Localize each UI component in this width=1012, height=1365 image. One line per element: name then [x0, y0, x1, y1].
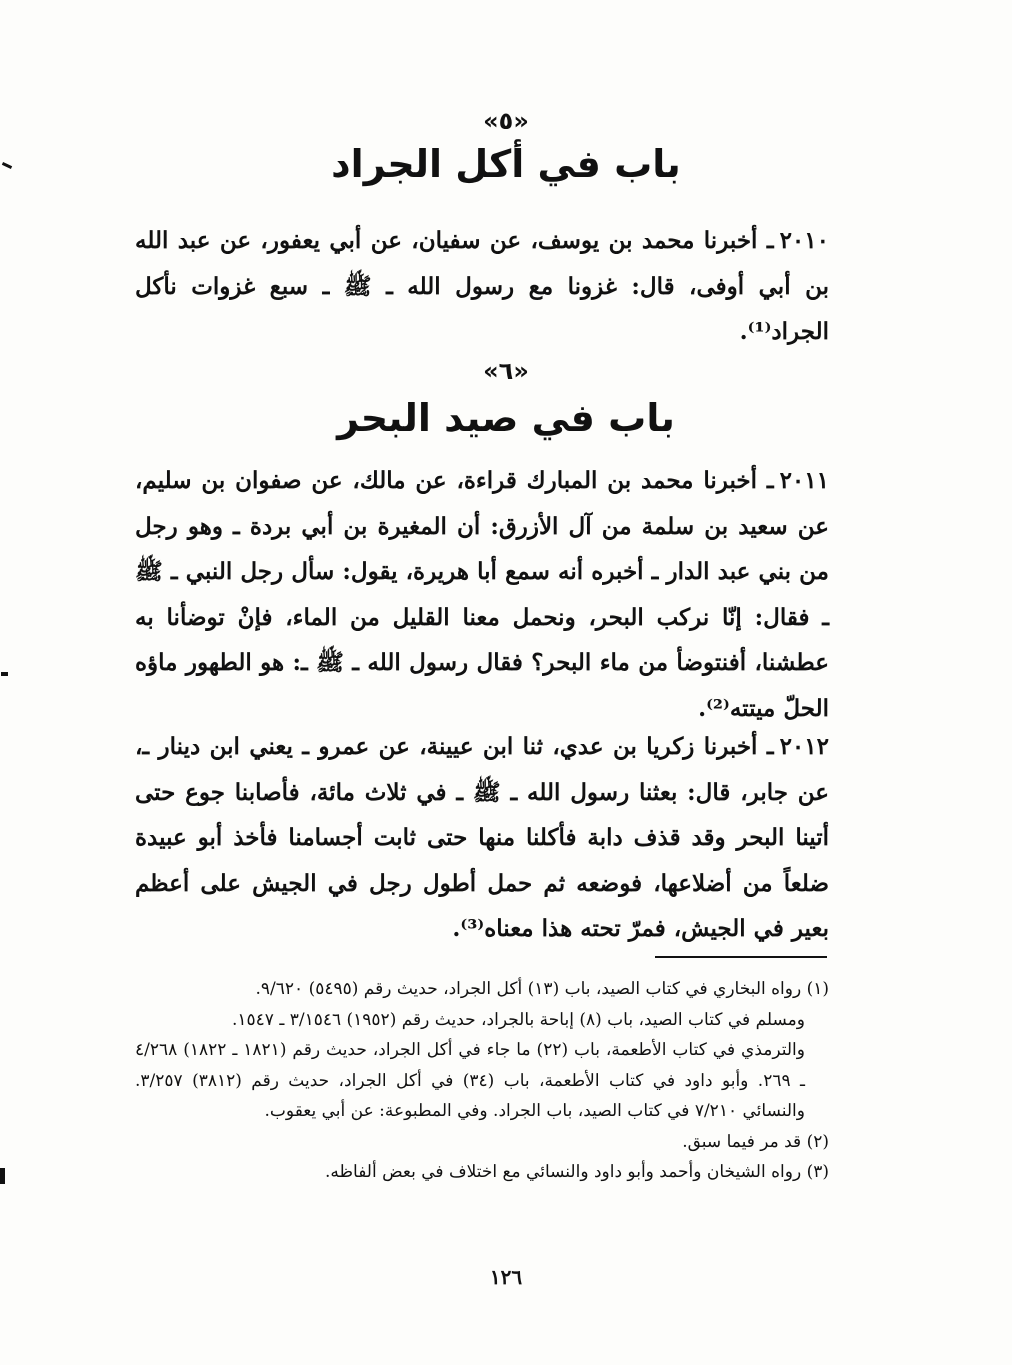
hadith-number: ٢٠١٢	[779, 733, 829, 760]
footnote-text: رواه الشيخان وأحمد وأبو داود والنسائي مع اختلاف في بعض ألفاظه.	[324, 1162, 802, 1182]
hadith-block	[135, 724, 829, 952]
section-number: «٥»	[483, 107, 529, 135]
hadith-number: ٢٠١٠	[779, 227, 829, 254]
section-title: باب في صيد البحر	[337, 396, 675, 440]
hadith-number: ٢٠١١	[779, 467, 829, 494]
hadith-paragraph	[135, 458, 829, 731]
page-number: ١٢٦	[489, 1265, 523, 1289]
scan-speck	[1, 672, 8, 676]
footnote-1-continued: والترمذي في كتاب الأطعمة، باب (٢٢) ما جاء في أكل الجراد، حديث رقم (١٨٢١ ـ ١٨٢٢) ٤/٢٦٨ ـ ٢٦٩. وأبو داود في كتاب الأطعمة، باب (٣٤) في أكل الجراد، حديث رقم (٣٨١٢) ٣/٢٥٧. والنسائي ٧/٢١٠ في كتاب الصيد، باب الجراد. وفي المطبوعة: عن أبي يعقوب.	[135, 1040, 805, 1121]
footnote-marker: (١)	[806, 979, 829, 999]
hadith-paragraph	[135, 724, 829, 952]
hadith-block	[135, 458, 829, 731]
hadith-paragraph	[135, 218, 829, 355]
footnote-text: قد مر فيما سبق.	[682, 1131, 802, 1152]
hadith-text: ـ أخبرنا محمد بن المبارك قراءة، عن مالك، عن صفوان بن سليم، عن سعيد بن سلمة من آل الأزرق: أن المغيرة بن أبي بردة ـ وهو رجل من بني عبد الدار ـ أخبره أنه سمع أبا هريرة، يقول: سأل رجل النبي ـ ﷺ ـ فقال: إنّا نركب البحر، ونحمل معنا القليل من الماء، فإنْ توضأنا به عطشنا، أفنتوضأ من ماء البحر؟ فقال رسول الله ـ ﷺ ـ: هو الطهور ماؤه الحلّ ميتته⁽²⁾.	[135, 467, 829, 722]
footnotes	[135, 974, 829, 1188]
footnote-text: رواه البخاري في كتاب الصيد، باب (١٣) أكل الجراد، حديث رقم (٥٤٩٥) ٩/٦٢٠.	[255, 979, 802, 999]
hadith-text: ـ أخبرنا زكريا بن عدي، ثنا ابن عيينة، عن عمرو ـ يعني ابن دينار ـ، عن جابر، قال: بعثنا رسول الله ـ ﷺ ـ في ثلاث مائة، فأصابنا جوع حتى أتينا البحر وقد قذف دابة فأكلنا منها حتى ثابت أجسامنا فأخذ أبو عبيدة ضلعاً من أضلاعها، فوضعه ثم حمل أطول رجل في الجيش على أعظم بعير في الجيش، فمرّ تحته هذا معناه⁽³⁾.	[135, 733, 829, 942]
hadith-block	[135, 218, 829, 355]
footnote-2	[135, 1127, 829, 1158]
footnote-marker: (٢)	[806, 1131, 829, 1152]
footnote-1-continued: ومسلم في كتاب الصيد، باب (٨) إباحة بالجراد، حديث رقم (١٩٥٢) ٣/١٥٤٦ ـ ١٥٤٧.	[231, 1009, 805, 1030]
footnote-marker: (٣)	[806, 1162, 829, 1182]
footnote-separator	[655, 956, 827, 958]
footnote-1	[135, 974, 829, 1005]
section-number: «٦»	[483, 357, 529, 385]
scan-speck	[0, 1168, 5, 1184]
footnote-3	[135, 1157, 829, 1188]
section-title: باب في أكل الجراد	[331, 142, 681, 186]
hadith-text: ـ أخبرنا محمد بن يوسف، عن سفيان، عن أبي يعفور، عن عبد الله بن أبي أوفى، قال: غزونا مع رسول الله ـ ﷺ ـ سبع غزوات نأكل الجراد⁽¹⁾.	[135, 227, 829, 345]
